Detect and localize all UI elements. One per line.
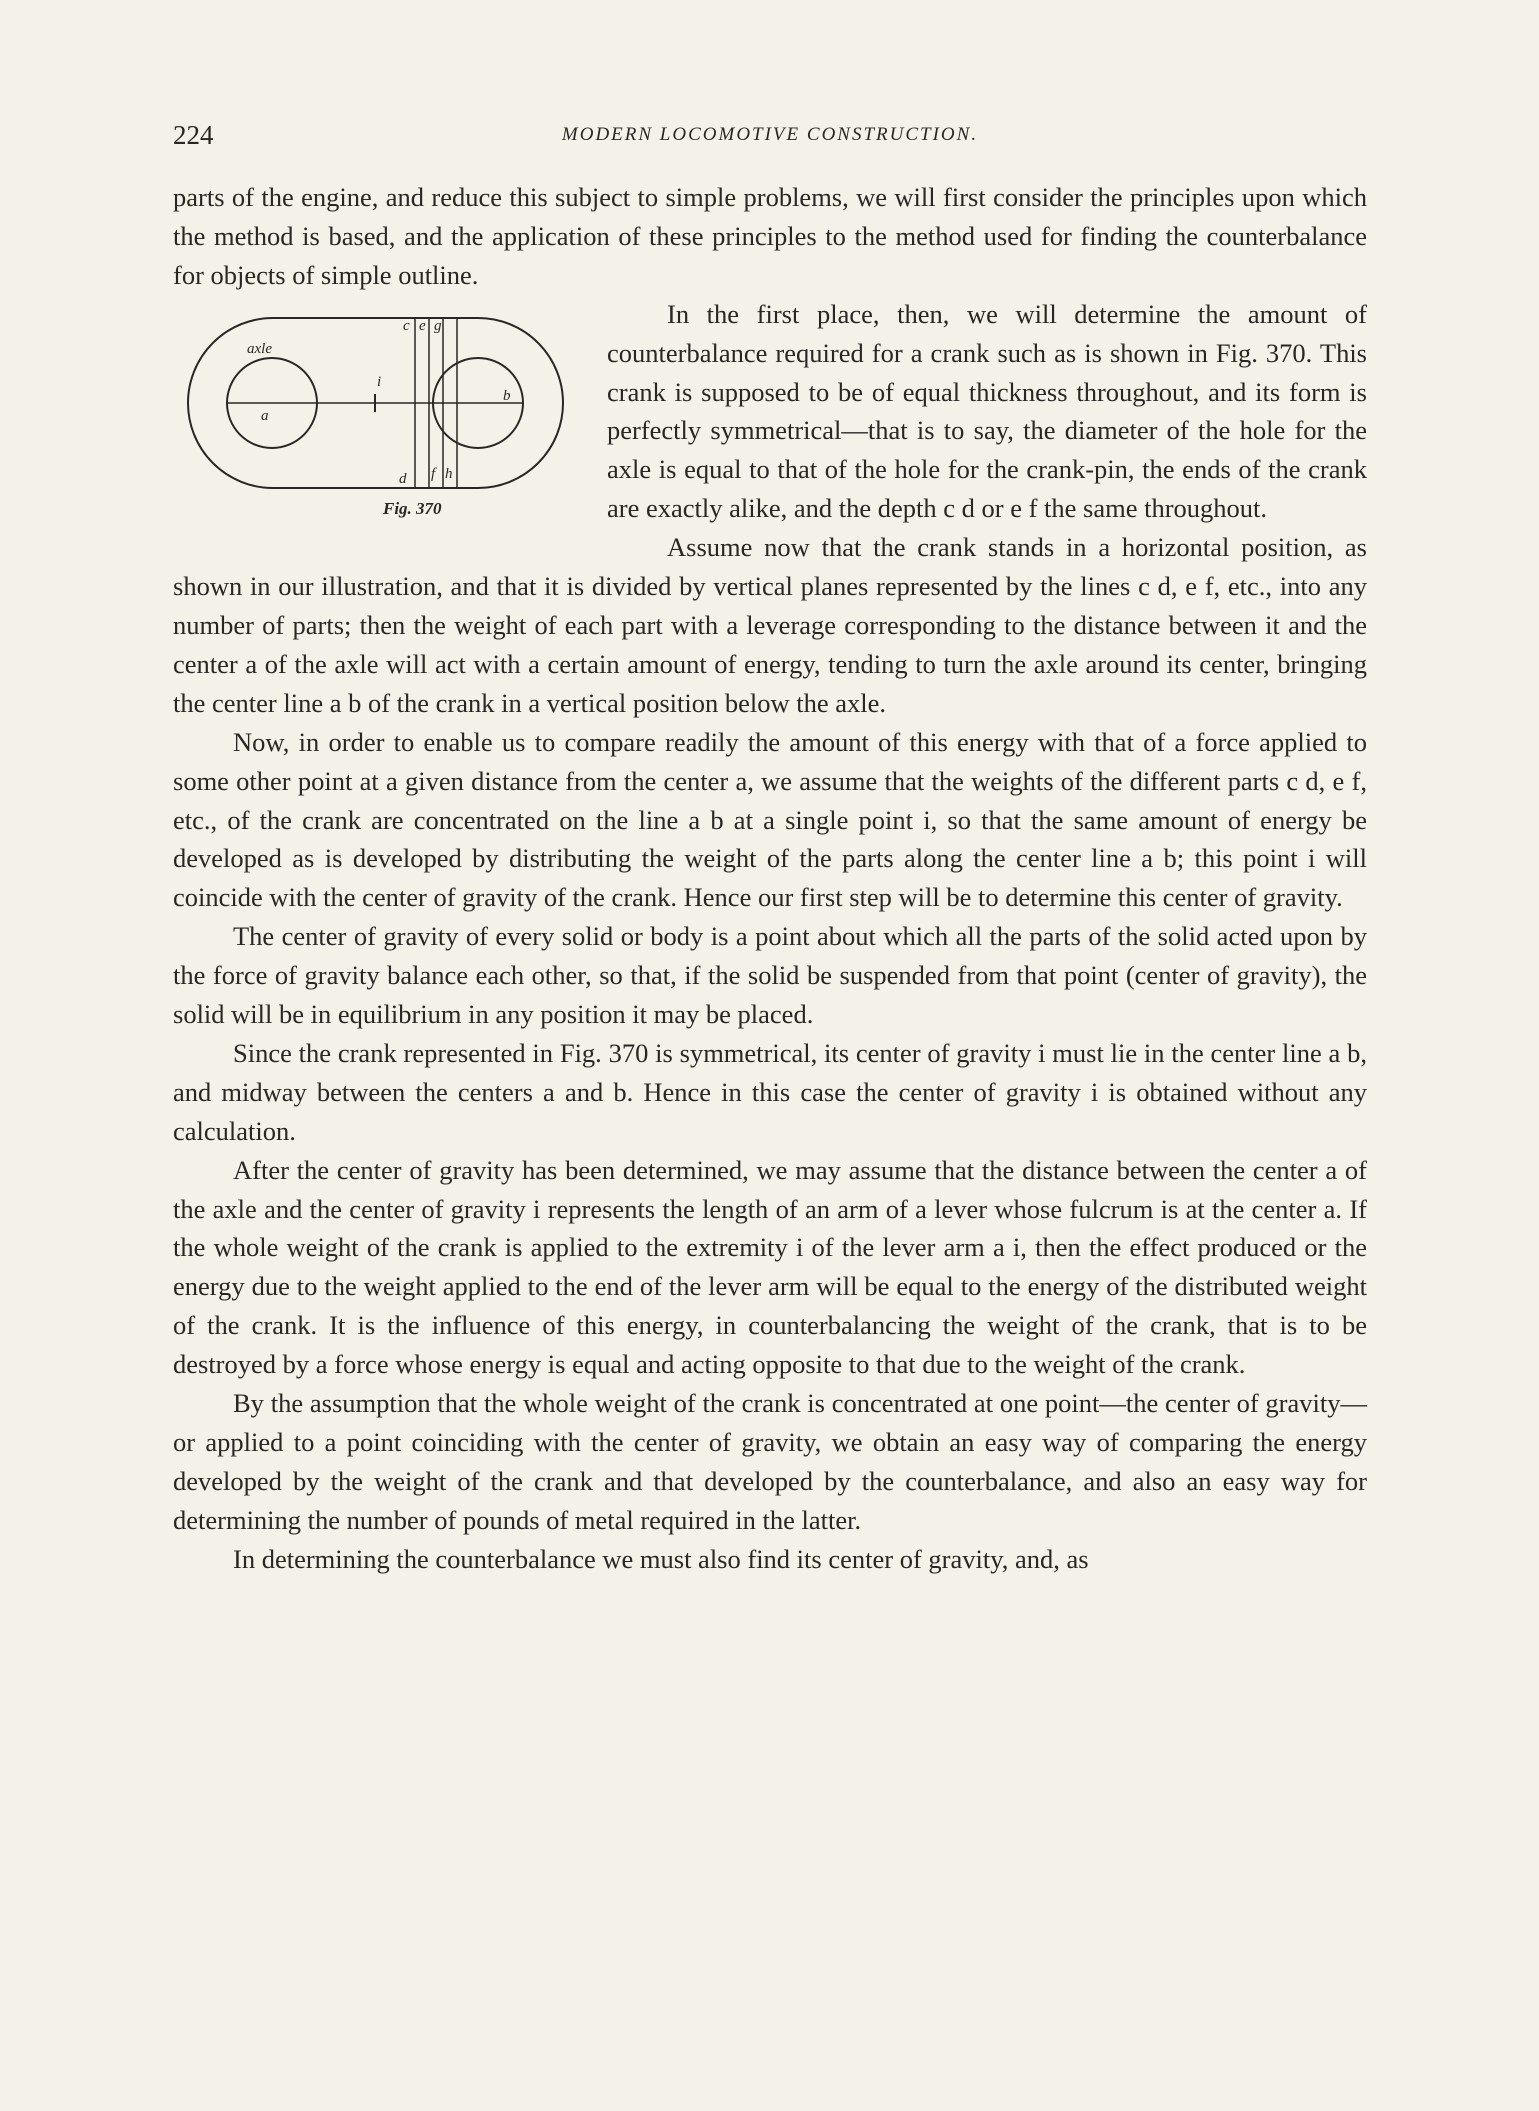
label-b: b	[503, 387, 511, 404]
label-f: f	[431, 465, 436, 482]
figure-caption: Fig. 370	[383, 498, 442, 518]
paragraph-4: Now, in order to enable us to compare readily the amount of this energy with that of a force applied to some other point at a given distance from the center a, we assume that the weights of the different parts c d, e f, etc., of the crank are concentrated on the line a b at a single point i, so that the same amount of energy be developed as is developed by distributing the weight of the parts along the center line a b; this point i will coincide with the center of gravity of the crank. Hence our first step will be to determine this center of gravity.	[173, 726, 1367, 913]
paragraph-8: By the assumption that the whole weight of the crank is concentrated at one point—the center of gravity—or applied to a point coinciding with the center of gravity, we obtain an easy way of comparing the energy developed by the weight of the crank and that developed by the counterbalance, and also an easy way for determining the number of pounds of metal required in the latter.	[173, 1388, 1367, 1535]
label-d: d	[399, 470, 407, 487]
label-g: g	[434, 317, 442, 334]
paragraph-3: Assume now that the crank stands in a horizontal position, as shown in our illustration, and that it is divided by vertical planes represented by the lines c d, e f, etc., into any number of parts; then the weight of each part with a leverage corresponding to the distance between it and the center a of the axle will act with a certain amount of energy, tending to turn the axle around its center, bringing the center line a b of the crank in a vertical position below the axle.	[173, 532, 1367, 718]
paragraph-6: Since the crank represented in Fig. 370 is symmetrical, its center of gravity i must lie in the center line a b, and midway between the centers a and b. Hence in this case the center of gravity i is obtained without any calculation.	[173, 1037, 1367, 1146]
label-a: a	[261, 407, 269, 424]
paragraph-7: After the center of gravity has been determined, we may assume that the distance between the center a of the axle and the center of gravity i represents the length of an arm of a lever whose fulcrum is at the center a. If the whole weight of the crank is applied to the extremity i of the lever arm a i, then the effect produced or the energy due to the weight applied to the end of the lever arm will be equal to the energy of the distributed weight of the crank. It is the influence of this energy, in counterbalancing the weight of the crank, that is to be destroyed by a force whose energy is equal and acting opposite to that due to the weight of the crank.	[173, 1154, 1367, 1380]
paragraph-2	[173, 295, 1367, 528]
label-axle: axle	[247, 340, 272, 357]
paragraph-1: parts of the engine, and reduce this subject to simple problems, we will first consider the principles upon which the method is based, and the application of these principles to the method used for finding the counterbalance for objects of simple outline.	[173, 182, 1367, 290]
page-number: 224	[173, 120, 214, 150]
label-h: h	[445, 465, 453, 482]
paragraph-2-text: In the first place, then, we will determine the amount of counterbalance required for a crank such as is shown in Fig. 370. This crank is supposed to be of equal thickness throughout, and its form is perfectly symmetrical—that is to say, the diameter of the hole for the axle is equal to that of the hole for the crank-pin, the ends of the crank are exactly alike, and the depth c d or e f the same throughout.	[607, 298, 1367, 524]
label-i: i	[377, 373, 382, 390]
crank-figure	[173, 302, 589, 534]
body-text	[173, 178, 1367, 1579]
paragraph-5: The center of gravity of every solid or body is a point about which all the parts of the solid acted upon by the force of gravity balance each other, so that, if the solid be suspended from that point (center of gravity), the solid will be in equilibrium in any position it may be placed.	[173, 921, 1367, 1030]
running-title: MODERN LOCOMOTIVE CONSTRUCTION.	[561, 124, 979, 145]
label-e: e	[419, 317, 426, 334]
paragraph-9: In determining the counterbalance we must also find its center of gravity, and, as	[233, 1543, 1089, 1574]
label-c: c	[403, 317, 410, 334]
page-header	[173, 120, 1367, 160]
